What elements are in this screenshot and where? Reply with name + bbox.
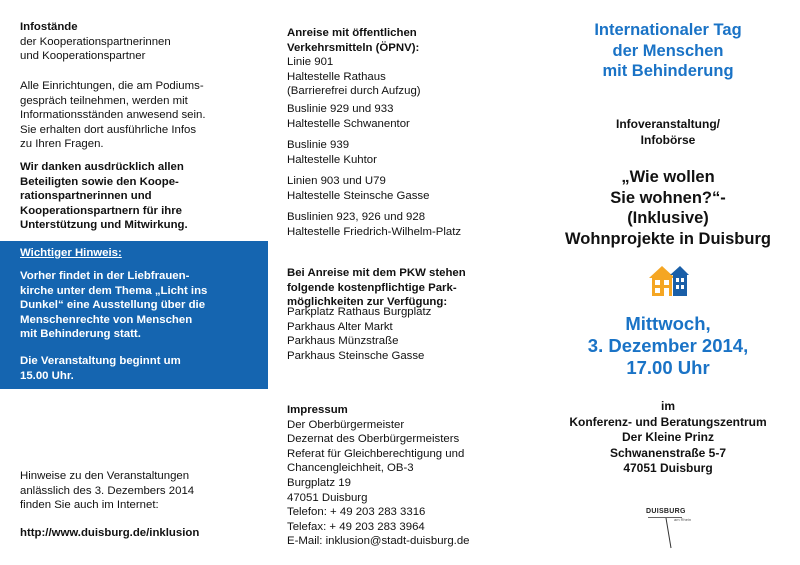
parking-item: Parkplatz Rathaus Burgplatz <box>287 306 432 318</box>
paragraph-line: Beteiligten sowie den Koope- <box>20 175 179 188</box>
einrichtungen-paragraph <box>20 79 262 152</box>
logo-subtext: am Rhein <box>674 517 692 522</box>
paragraph-line: zu Ihren Fragen. <box>20 138 104 151</box>
title-line: Internationaler Tag <box>594 21 742 39</box>
headline-line: Sie wohnen?“- <box>610 188 726 207</box>
impressum-line: Chancengleichheit, OB-3 <box>287 462 414 475</box>
hinweis-paragraph <box>20 269 260 342</box>
impressum-line: Telefax: + 49 203 283 3964 <box>287 520 425 533</box>
route-line: Buslinie 929 und 933 <box>287 103 394 115</box>
important-notice-box <box>0 241 268 389</box>
venue-line: im <box>660 399 675 413</box>
paragraph-line: rationspartnerinnen und <box>20 190 152 203</box>
date-line: 3. Dezember 2014, <box>587 335 749 356</box>
logo-text: DUISBURG <box>646 508 686 515</box>
heading-line: möglichkeiten zur Verfügung: <box>287 296 448 309</box>
route-line: Haltestelle Steinsche Gasse <box>287 189 430 202</box>
parking-item: Parkhaus Steinsche Gasse <box>287 349 425 362</box>
route-entry <box>287 138 532 167</box>
route-entry <box>287 174 532 203</box>
event-headline <box>536 167 800 249</box>
paragraph-line: Hinweise zu den Veranstaltungen <box>20 470 190 482</box>
route-line: Haltestelle Friedrich-Wilhelm-Platz <box>287 225 462 238</box>
paragraph-line: Unterstützung und Mitwirkung. <box>20 219 188 232</box>
paragraph-line: Menschenrechte von Menschen <box>20 313 193 326</box>
impressum-section <box>287 403 532 549</box>
paragraph-line: mit Behinderung statt. <box>20 328 141 341</box>
route-line: Haltestelle Kuhtor <box>287 153 377 166</box>
route-line: Haltestelle Schwanentor <box>287 117 410 130</box>
headline-line: „Wie wollen <box>621 168 715 186</box>
paragraph-line: finden Sie auch im Internet: <box>20 499 159 512</box>
infostaende-line: der Kooperationspartnerinnen <box>20 35 171 48</box>
heading-line: Bei Anreise mit dem PKW stehen <box>287 267 466 279</box>
infostaende-title: Infostände <box>20 21 78 33</box>
internet-hinweise <box>20 469 262 513</box>
impressum-line: Der Oberbürgermeister <box>287 418 405 431</box>
paragraph-line: Dunkel“ eine Ausstellung über die <box>20 299 206 312</box>
oepnv-title <box>287 26 532 55</box>
infostaende-line: und Kooperationspartner <box>20 50 146 63</box>
houses-icon <box>648 263 690 297</box>
impressum-line: Burgplatz 19 <box>287 476 351 489</box>
beginn-paragraph <box>20 354 260 383</box>
parking-item: Parkhaus Münzstraße <box>287 335 399 348</box>
route-line: Haltestelle Rathaus <box>287 70 386 83</box>
impressum-line: Dezernat des Oberbürgermeisters <box>287 433 460 446</box>
route-line: Buslinien 923, 926 und 928 <box>287 211 426 223</box>
title-line: der Menschen <box>612 41 724 60</box>
impressum-line: Telefon: + 49 203 283 3316 <box>287 506 426 519</box>
paragraph-line: Die Veranstaltung beginnt um <box>20 355 181 367</box>
infostaende-section <box>20 20 262 64</box>
paragraph-line: kirche unter dem Thema „Licht ins <box>20 284 208 297</box>
inklusion-url-link[interactable]: http://www.duisburg.de/inklusion <box>20 527 200 539</box>
venue-line: 47051 Duisburg <box>623 461 713 475</box>
route-entry <box>287 210 532 239</box>
paragraph-line: Sie erhalten dort ausführliche Infos <box>20 123 197 136</box>
route-line: (Barrierefrei durch Aufzug) <box>287 85 421 98</box>
impressum-line: 47051 Duisburg <box>287 491 368 504</box>
route-line: Buslinie 939 <box>287 139 350 151</box>
parking-list <box>287 305 532 363</box>
duisburg-logo <box>646 508 698 550</box>
heading-line: Verkehrsmitteln (ÖPNV): <box>287 41 420 54</box>
date-line: 17.00 Uhr <box>626 357 710 378</box>
paragraph-line: Kooperationspartnern für ihre <box>20 204 183 217</box>
headline-line: (Inklusive) <box>627 209 709 227</box>
event-title <box>536 20 800 82</box>
paragraph-line: gespräch teilnehmen, werden mit <box>20 94 188 107</box>
event-date <box>536 313 800 379</box>
heading-line: folgende kostenpflichtige Park- <box>287 281 457 294</box>
paragraph-line: anlässlich des 3. Dezembers 2014 <box>20 484 195 497</box>
pkw-title <box>287 266 532 310</box>
route-entry <box>287 55 532 99</box>
event-subtitle <box>536 117 800 148</box>
paragraph-line: 15.00 Uhr. <box>20 369 74 382</box>
route-line: Linie 901 <box>287 56 334 68</box>
paragraph-line: Informationsständen anwesend sein. <box>20 109 206 122</box>
headline-line: Wohnprojekte in Duisburg <box>565 229 771 248</box>
paragraph-line: Alle Einrichtungen, die am Podiums- <box>20 80 204 92</box>
impressum-line: Referat für Gleichberechtigung und <box>287 447 465 460</box>
middle-panel <box>268 0 536 565</box>
impressum-title: Impressum <box>287 404 348 416</box>
title-line: mit Behinderung <box>602 62 734 80</box>
route-entry <box>287 102 532 131</box>
parking-item: Parkhaus Alter Markt <box>287 320 393 333</box>
venue-line: Der Kleine Prinz <box>621 430 715 444</box>
venue-line: Schwanenstraße 5-7 <box>609 445 727 460</box>
paragraph-line: Vorher findet in der Liebfrauen- <box>20 270 190 282</box>
heading-line: Anreise mit öffentlichen <box>287 27 417 39</box>
hinweis-title: Wichtiger Hinweis: <box>20 247 122 259</box>
venue-line: Konferenz- und Beratungszentrum <box>569 414 767 429</box>
date-line: Mittwoch, <box>625 313 711 334</box>
dank-paragraph <box>20 160 262 233</box>
route-line: Linien 903 und U79 <box>287 175 386 187</box>
subtitle-line: Infoveranstaltung/ <box>615 117 720 131</box>
right-panel <box>536 0 800 565</box>
left-panel <box>0 0 268 565</box>
impressum-email-line[interactable]: E-Mail: inklusion@stadt-duisburg.de <box>287 535 470 548</box>
subtitle-line: Infobörse <box>640 132 696 147</box>
paragraph-line: Wir danken ausdrücklich allen <box>20 161 184 173</box>
event-venue <box>536 399 800 477</box>
